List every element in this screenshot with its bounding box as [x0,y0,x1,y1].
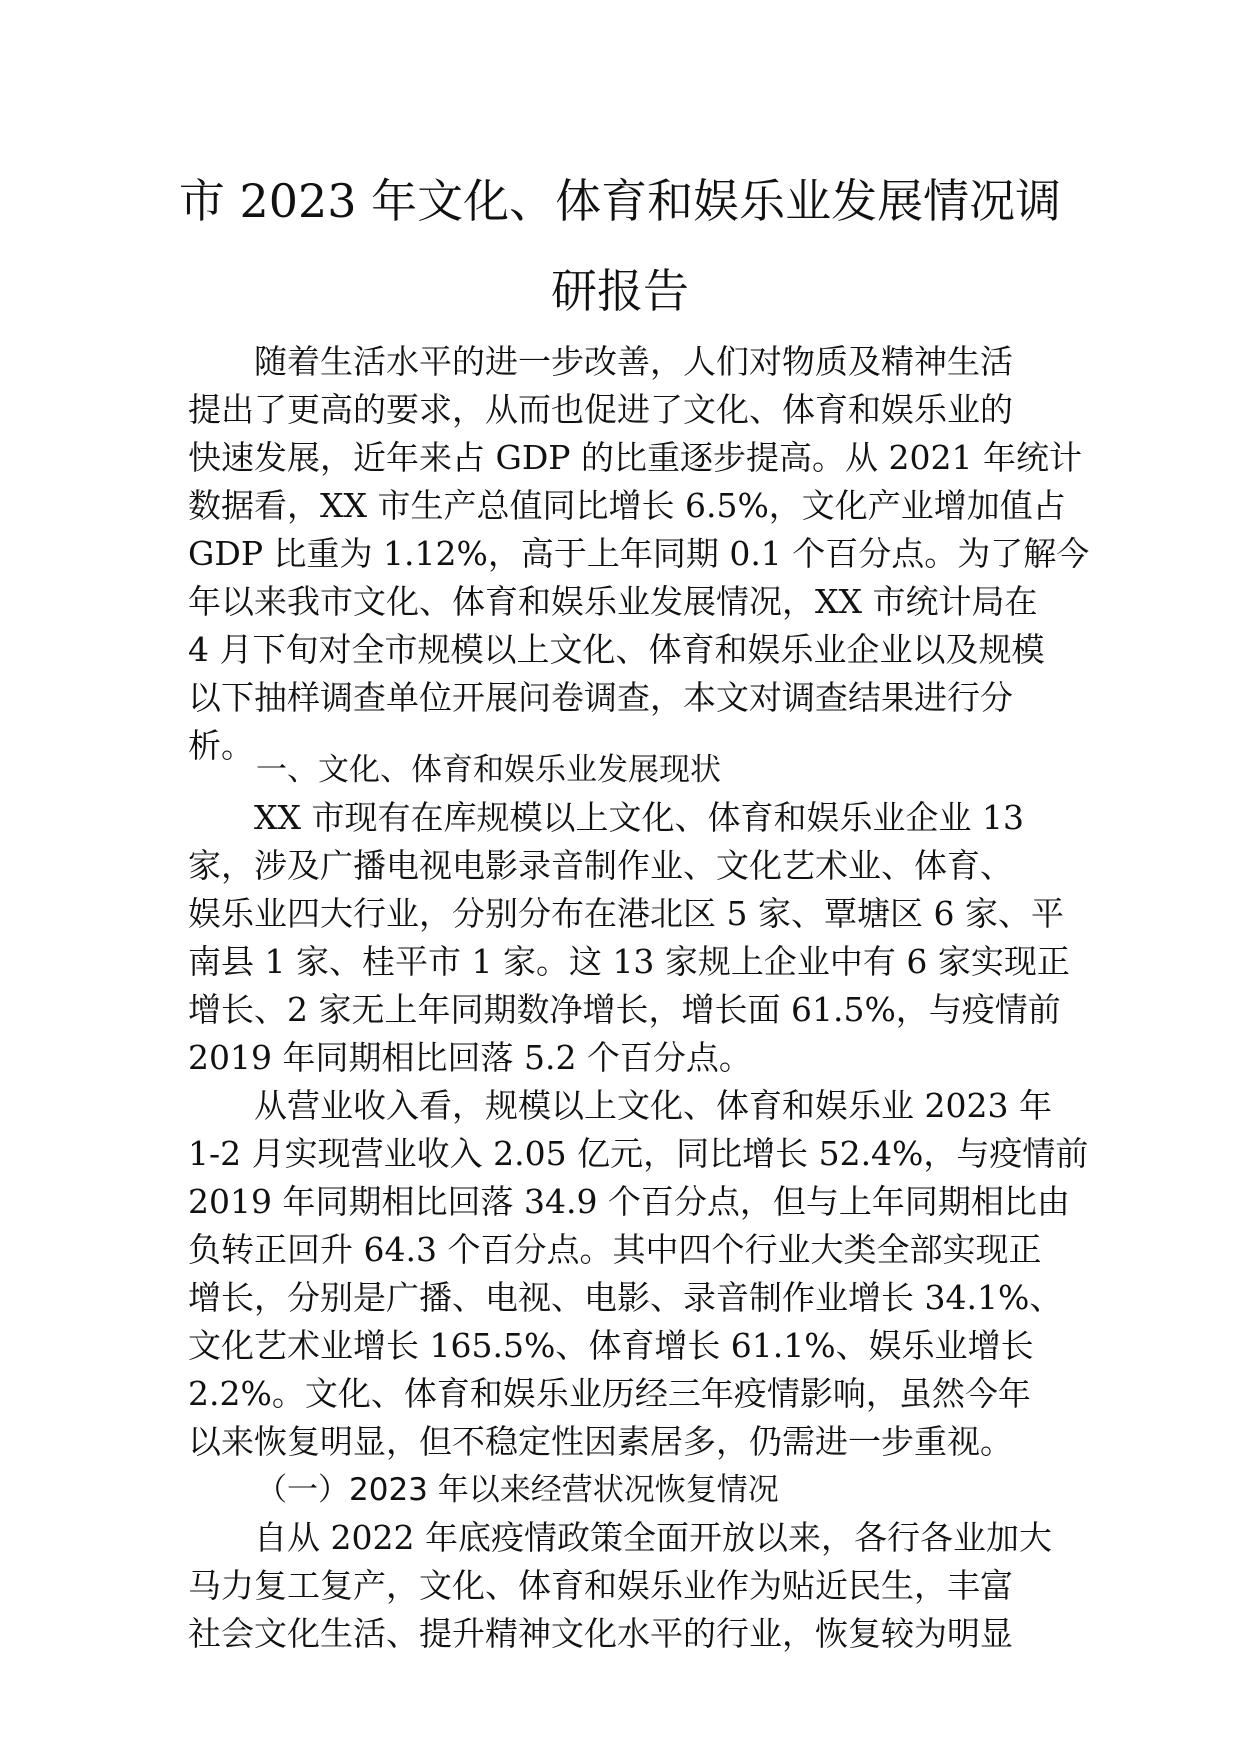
paragraph-line: 2019 年同期相比回落 5.2 个百分点。 [188,1038,752,1077]
paragraph-line: 数据看，XX 市生产总值同比增长 6.5%，文化产业增加值占 [188,486,1066,525]
paragraph-line: 从营业收入看，规模以上文化、体育和娱乐业 2023 年 [188,1086,1052,1125]
paragraph-line: 负转正回升 64.3 个百分点。其中四个行业大类全部实现正 [188,1230,1042,1269]
paragraph-line: XX 市现有在库规模以上文化、体育和娱乐业企业 13 [188,798,1024,837]
paragraph-line: 2019 年同期相比回落 34.9 个百分点，但与上年同期相比由 [188,1182,1070,1221]
paragraph-line: 1-2 月实现营业收入 2.05 亿元，同比增长 52.4%，与疫情前 [188,1134,1089,1173]
paragraph-line: 马力复工复产，文化、体育和娱乐业作为贴近民生，丰富 [188,1566,1013,1605]
paragraph-line: 增长、2 家无上年同期数净增长，增长面 61.5%，与疫情前 [188,990,1061,1029]
paragraph-line: 4 月下旬对全市规模以上文化、体育和娱乐业企业以及规模 [188,630,1045,669]
paragraph-line: 年以来我市文化、体育和娱乐业发展情况，XX 市统计局在 [188,582,1038,621]
paragraph-line: 提出了更高的要求，从而也促进了文化、体育和娱乐业的 [188,390,1013,429]
paragraph-line: 南县 1 家、桂平市 1 家。这 13 家规上企业中有 6 家实现正 [188,942,1070,981]
paragraph-line: 家，涉及广播电视电影录音制作业、文化艺术业、体育、 [188,846,1013,885]
paragraph-line: 社会文化生活、提升精神文化水平的行业，恢复较为明显 [188,1614,1013,1653]
paragraph-line: GDP 比重为 1.12%，高于上年同期 0.1 个百分点。为了解今 [188,534,1090,573]
paragraph-line: 娱乐业四大行业，分别分布在港北区 5 家、覃塘区 6 家、平 [188,894,1064,933]
paragraph-line: 快速发展，近年来占 GDP 的比重逐步提高。从 2021 年统计 [188,438,1082,477]
paragraph-line: 增长，分别是广播、电视、电影、录音制作业增长 34.1%、 [188,1278,1063,1317]
document-title-line-1: 市 2023 年文化、体育和娱乐业发展情况调 [178,174,1062,228]
document-title-line-2: 研报告 [551,264,689,318]
paragraph-line: 文化艺术业增长 165.5%、体育增长 61.1%、娱乐业增长 [188,1326,1034,1365]
paragraph-line: 随着生活水平的进一步改善，人们对物质及精神生活 [188,342,1013,381]
paragraph-line: 自从 2022 年底疫情政策全面开放以来，各行各业加大 [188,1518,1052,1557]
paragraph-line: 析。 [188,726,254,765]
paragraph-line: 以来恢复明显，但不稳定性因素居多，仍需进一步重视。 [188,1422,1013,1461]
paragraph-line: 2.2%。文化、体育和娱乐业历经三年疫情影响，虽然今年 [188,1374,1031,1413]
paragraph-line: 以下抽样调查单位开展问卷调查，本文对调查结果进行分 [188,678,1013,717]
section-heading-2: （一）2023 年以来经营状况恢复情况 [256,1472,779,1508]
section-heading-1: 一、文化、体育和娱乐业发展现状 [256,752,721,788]
